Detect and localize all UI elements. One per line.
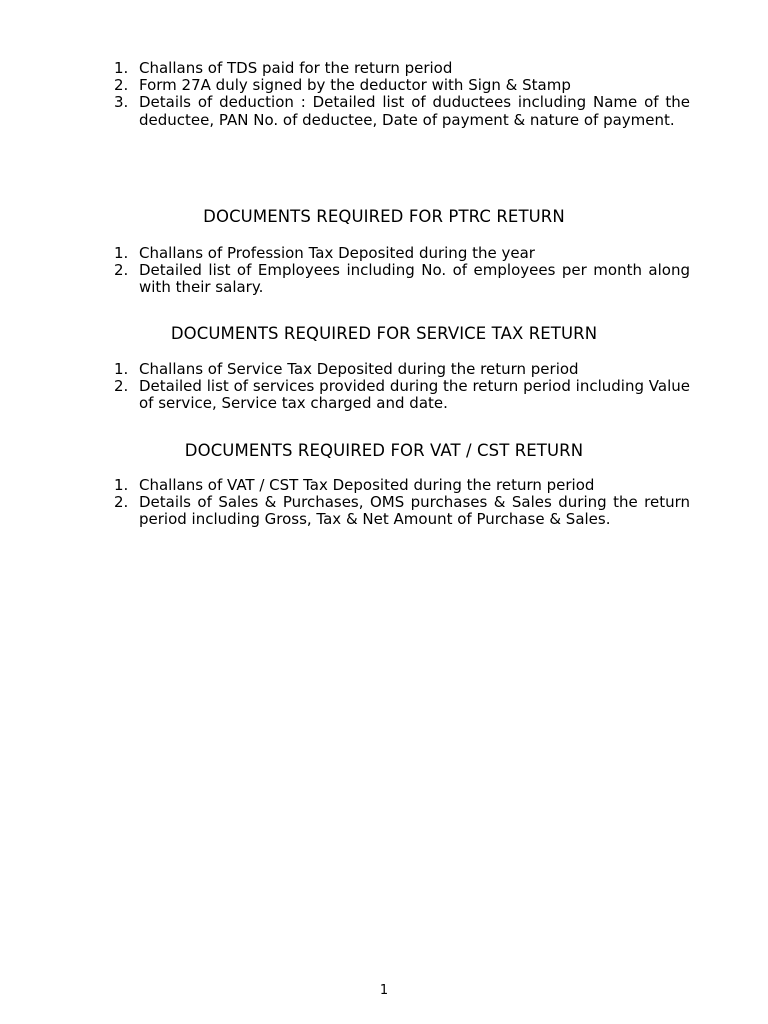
list-item	[114, 94, 690, 128]
list-item-number: 1.	[114, 476, 129, 494]
list-item	[114, 361, 690, 378]
list-item-text: Challans of Service Tax Deposited during the return period	[139, 360, 579, 378]
ptrc-documents-list	[114, 245, 690, 297]
list-item-number: 2.	[114, 76, 129, 95]
list-item-text: Challans of Profession Tax Deposited during the year	[139, 244, 535, 262]
tds-documents-list	[114, 60, 690, 129]
list-item-number: 1.	[114, 59, 129, 77]
list-item-text: Detailed list of services provided during the return period including Value of service, Service tax charged and date.	[139, 377, 690, 413]
list-item	[114, 494, 690, 528]
list-item-number: 1.	[114, 244, 129, 262]
list-item-text: Form 27A duly signed by the deductor with Sign & Stamp	[139, 76, 571, 95]
list-item-number: 3.	[114, 93, 129, 112]
list-item-number: 1.	[114, 360, 129, 378]
service-tax-heading: DOCUMENTS REQUIRED FOR SERVICE TAX RETURN	[170, 324, 598, 343]
service-tax-documents-list	[114, 361, 690, 413]
vat-cst-documents-list	[114, 477, 690, 529]
list-item-text: Details of deduction : Detailed list of duductees including Name of the deductee, PAN No. of deductee, Date of payment & nature of payment.	[139, 93, 690, 129]
list-item-text: Challans of TDS paid for the return period	[139, 59, 453, 77]
list-item	[114, 262, 690, 296]
list-item-number: 2.	[114, 493, 129, 512]
list-item-number: 2.	[114, 261, 129, 280]
list-item-text: Detailed list of Employees including No. of employees per month along with their salary.	[139, 261, 690, 297]
list-item	[114, 60, 690, 77]
list-item-text: Details of Sales & Purchases, OMS purchases & Sales during the return period including Gross, Tax & Net Amount of Purchase & Sales.	[139, 493, 690, 529]
list-item	[114, 477, 690, 494]
list-item	[114, 378, 690, 412]
ptrc-heading: DOCUMENTS REQUIRED FOR PTRC RETURN	[203, 207, 565, 226]
list-item	[114, 245, 690, 262]
list-item-text: Challans of VAT / CST Tax Deposited during the return period	[139, 476, 595, 494]
vat-cst-heading: DOCUMENTS REQUIRED FOR VAT / CST RETURN	[184, 441, 584, 460]
list-item-number: 2.	[114, 377, 129, 396]
list-item	[114, 77, 690, 94]
page-number: 1	[379, 983, 389, 998]
